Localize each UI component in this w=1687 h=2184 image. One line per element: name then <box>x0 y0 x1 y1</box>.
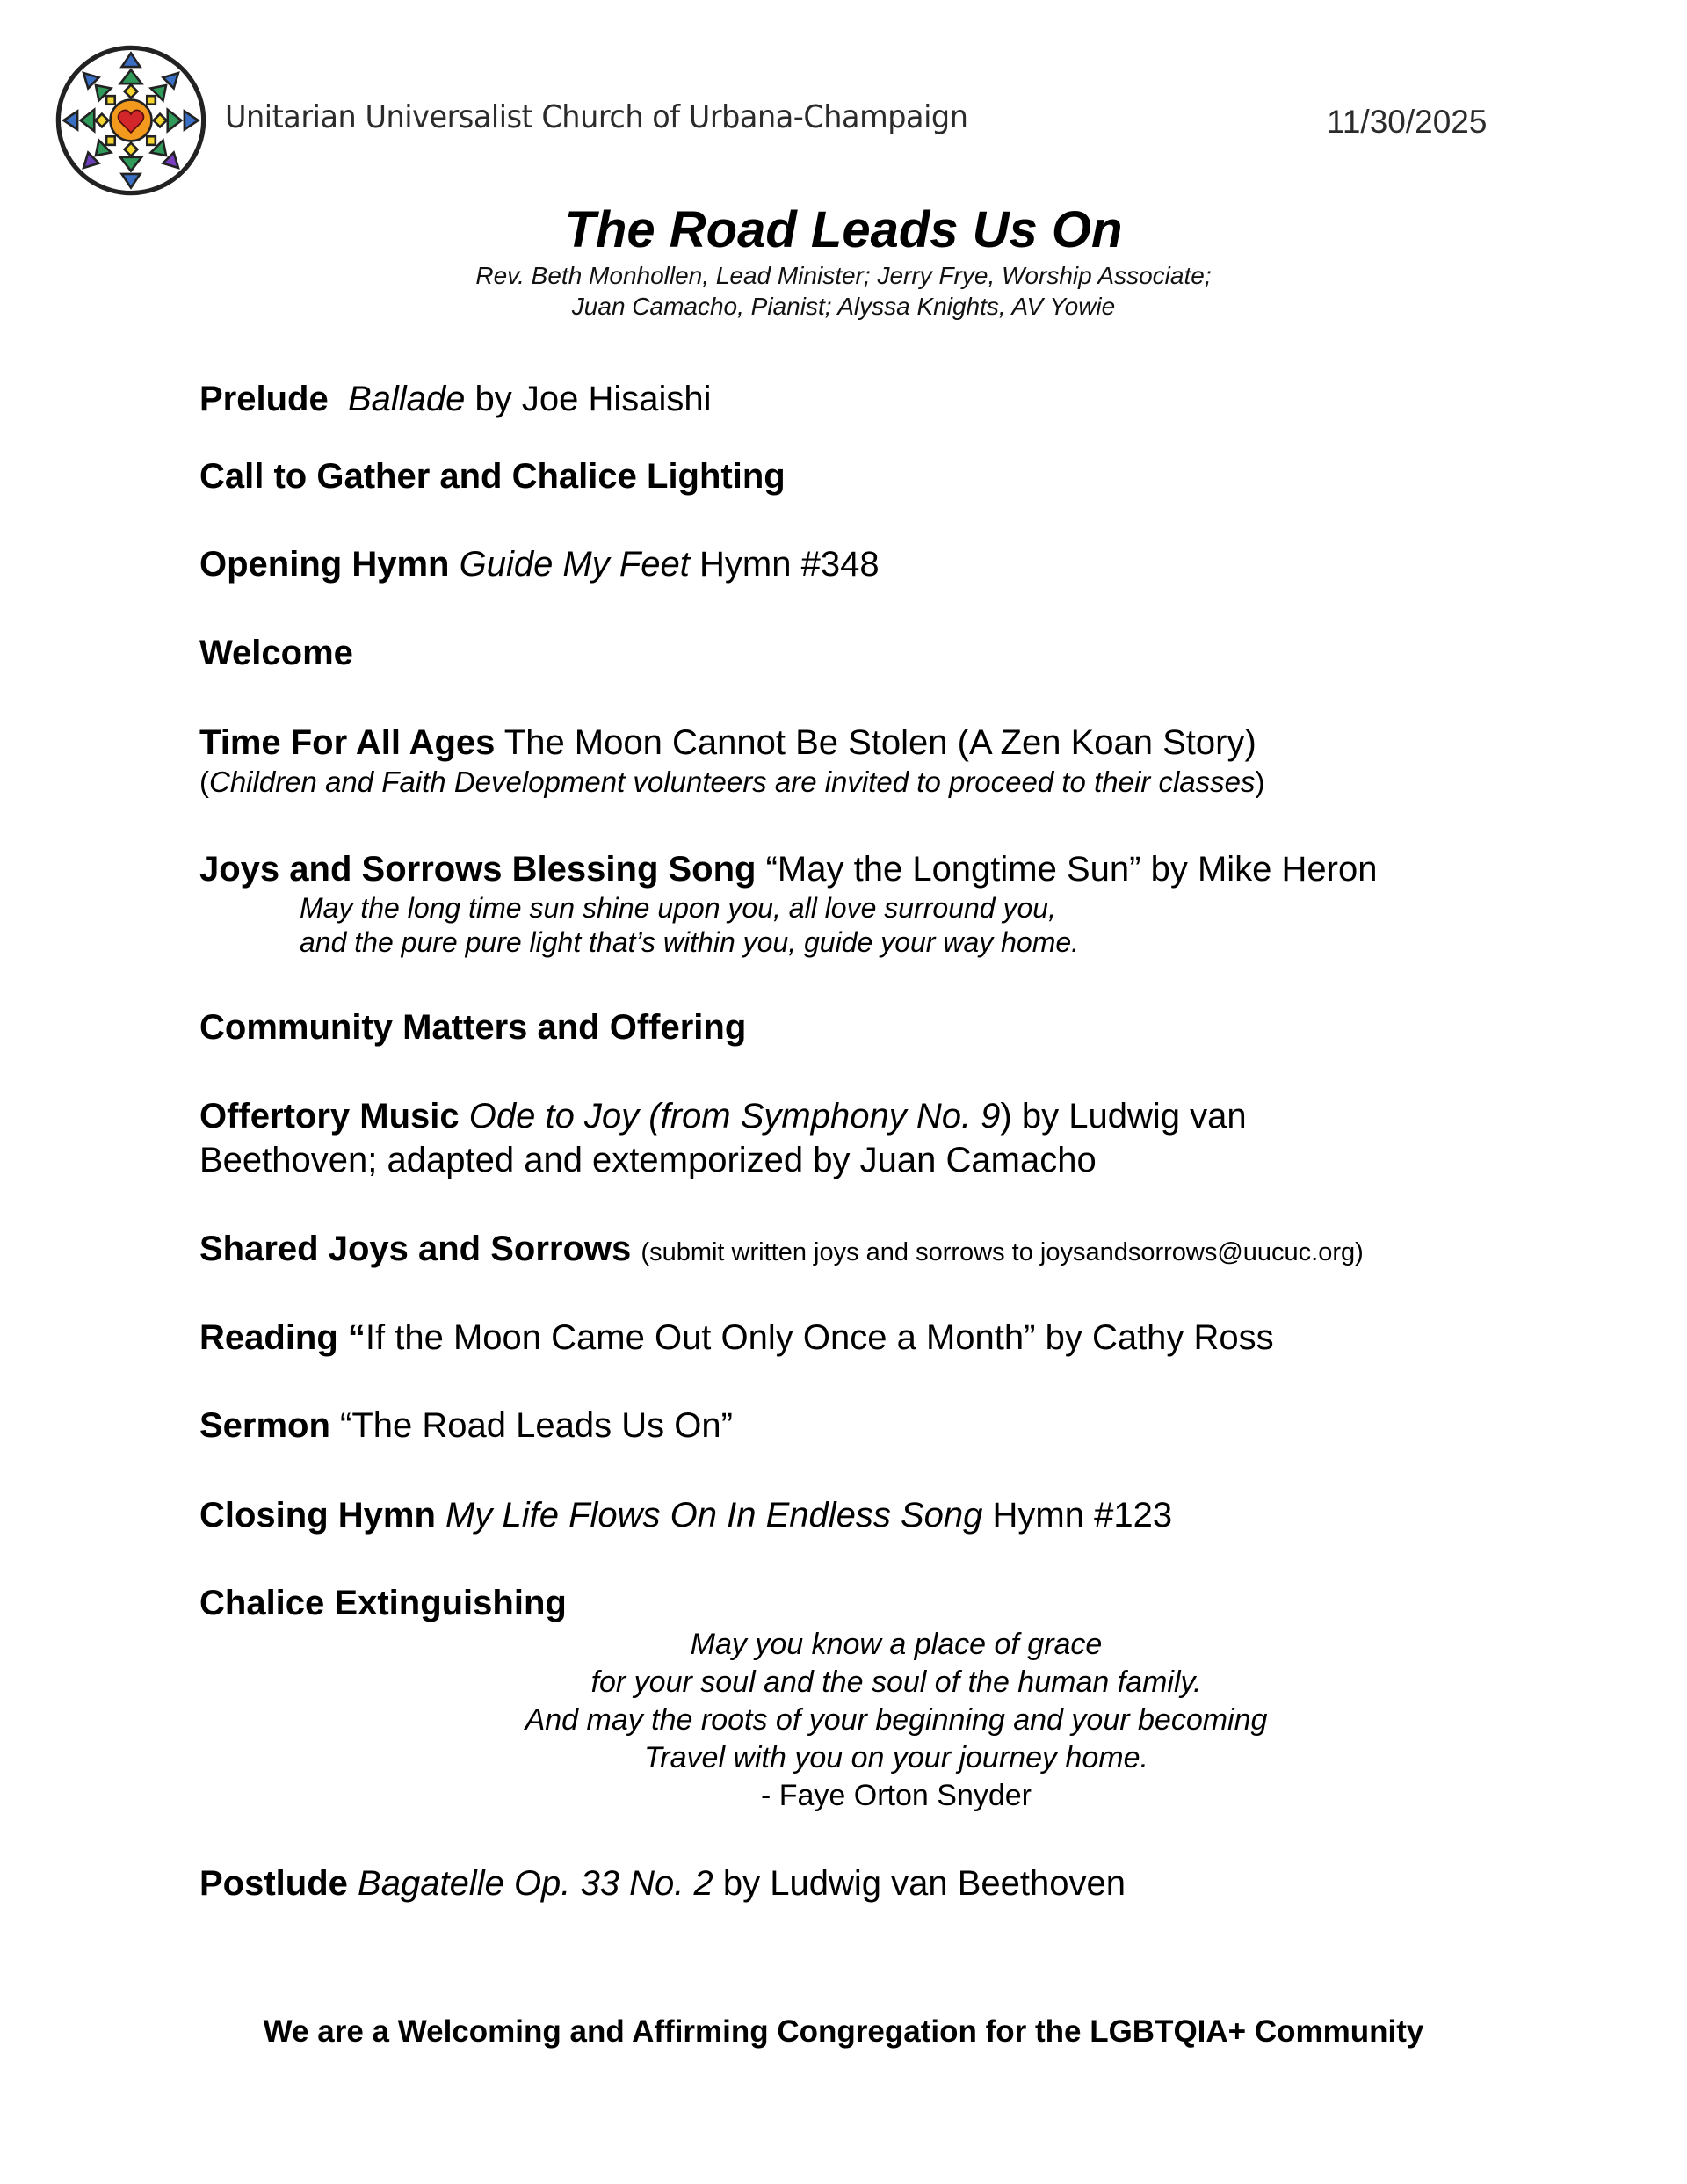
program-item-welcome <box>199 632 353 674</box>
lyric-line-1: May the long time sun shine upon you, all love surround you, <box>300 892 1056 924</box>
item-detail: “The Road Leads Us On” <box>329 1406 733 1445</box>
item-work: Bagatelle Op. 33 No. 2 <box>358 1864 713 1903</box>
program-item-prelude <box>199 378 712 420</box>
item-detail: Hymn #348 <box>689 545 880 584</box>
credits-line-1: Rev. Beth Monhollen, Lead Minister; Jerry Frye, Worship Associate; <box>475 262 1212 289</box>
item-label: Shared Joys and Sorrows <box>199 1230 632 1268</box>
credits-line-2: Juan Camacho, Pianist; Alyssa Knights, AV Yowie <box>571 293 1116 320</box>
item-label: Prelude <box>199 380 329 418</box>
item-label: Welcome <box>199 634 353 672</box>
item-label: Joys and Sorrows Blessing Song <box>199 850 757 889</box>
program-item-postlude <box>199 1862 1126 1905</box>
welcoming-statement: We are a Welcoming and Affirming Congregation for the LGBTQIA+ Community <box>263 2014 1424 2049</box>
item-label: Closing Hymn <box>199 1496 436 1535</box>
joys-submit-note: (submit written joys and sorrows to joysandsorrows@uucuc.org) <box>641 1238 1364 1266</box>
poem-attribution: - Faye Orton Snyder <box>760 1779 1032 1812</box>
program-item-offertory <box>199 1095 1247 1137</box>
program-item-closing-hymn <box>199 1494 1172 1536</box>
paren-open: ( <box>199 765 209 798</box>
program-item-shared-joys <box>199 1228 1364 1273</box>
program-item-time-for-all-ages <box>199 722 1256 764</box>
program-item-sermon <box>199 1404 733 1447</box>
program-item-community-matters <box>199 1006 746 1048</box>
item-label: Community Matters and Offering <box>199 1008 747 1047</box>
item-detail: Hymn #123 <box>982 1496 1173 1535</box>
poem-line-1: May you know a place of grace <box>690 1628 1103 1661</box>
item-detail: ) by Ludwig van <box>1000 1097 1247 1136</box>
stained-glass-chalice-heart-icon <box>54 44 207 197</box>
item-detail: If the Moon Came Out Only Once a Month” by Cathy Ross <box>365 1318 1274 1357</box>
poem-line-2: for your soul and the soul of the human family. <box>590 1665 1202 1699</box>
poem-line-4: Travel with you on your journey home. <box>644 1741 1148 1774</box>
item-label: Reading “ <box>199 1318 366 1357</box>
paren-close: ) <box>1255 765 1265 798</box>
item-detail: by Ludwig van Beethoven <box>713 1864 1126 1903</box>
item-work: Guide My Feet <box>459 545 690 584</box>
service-date: 11/30/2025 <box>1327 104 1488 140</box>
item-label: Call to Gather and Chalice Lighting <box>199 457 786 496</box>
program-item-chalice-extinguishing <box>199 1582 567 1624</box>
item-detail: “May the Longtime Sun” by Mike Heron <box>756 850 1378 889</box>
program-item-reading <box>199 1317 1274 1359</box>
poem-line-3: And may the roots of your beginning and your becoming <box>525 1703 1268 1737</box>
children-note <box>199 765 1264 799</box>
item-label: Postlude <box>199 1864 348 1903</box>
program-item-call-to-gather <box>199 455 786 497</box>
program-item-opening-hymn <box>199 543 880 585</box>
organization-name: Unitarian Universalist Church of Urbana-Champaign <box>225 99 968 135</box>
program-item-blessing-song <box>199 848 1377 890</box>
item-detail: The Moon Cannot Be Stolen (A Zen Koan Story) <box>495 723 1256 762</box>
item-work: My Life Flows On In Endless Song <box>445 1496 983 1535</box>
lyric-line-2: and the pure pure light that’s within you, guide your way home. <box>300 926 1080 958</box>
item-work: Ballade <box>347 380 466 418</box>
item-work: Ode to Joy (from Symphony No. 9 <box>468 1097 1001 1136</box>
item-detail: by Joe Hisaishi <box>465 380 712 418</box>
page-title: The Road Leads Us On <box>564 201 1123 258</box>
item-label: Offertory Music <box>199 1097 460 1136</box>
children-note-text: Children and Faith Development volunteers are invited to proceed to their classes <box>209 765 1256 798</box>
item-label: Chalice Extinguishing <box>199 1584 567 1622</box>
item-label: Opening Hymn <box>199 545 450 584</box>
item-label: Sermon <box>199 1406 330 1445</box>
item-label: Time For All Ages <box>199 723 496 762</box>
offertory-line-2: Beethoven; adapted and extemporized by Juan Camacho <box>199 1141 1097 1179</box>
